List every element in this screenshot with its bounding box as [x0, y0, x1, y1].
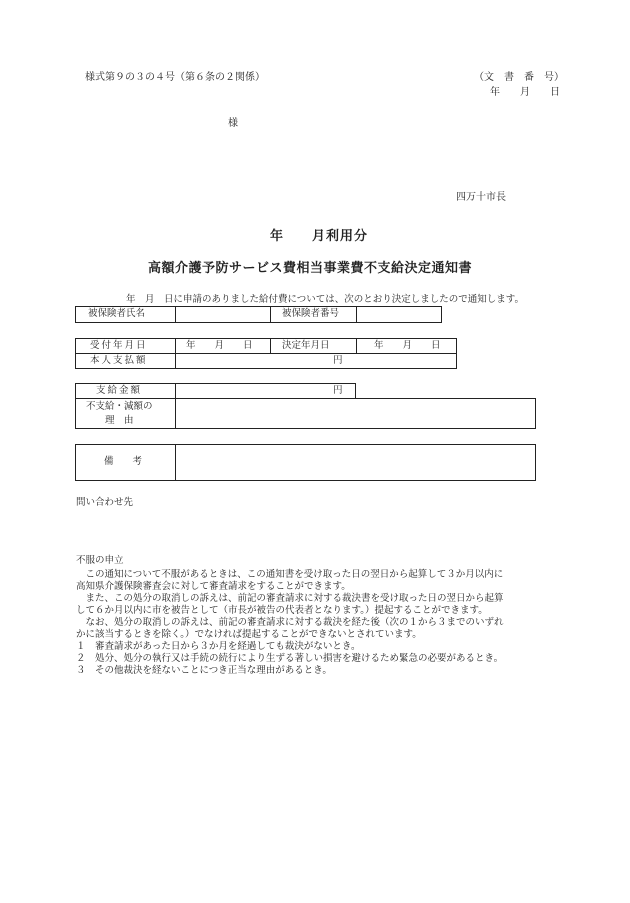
remarks-label: 備 考 — [104, 456, 143, 467]
insured-number-label: 被保険者番号 — [282, 308, 340, 319]
objection-line: して６か月以内に市を被告として（市長が被告の代表者となります。）提起することができます。 — [76, 605, 488, 616]
document-title: 高額介護予防サービス費相当事業費不支給決定通知書 — [148, 261, 473, 276]
objection-heading: 不服の申立 — [76, 555, 124, 566]
intro-text: 年 月 日に申請のありました給付費については、次のとおり決定しましたので通知します。 — [126, 294, 525, 305]
form-number: 様式第９の３の４号（第６条の２関係） — [85, 72, 265, 83]
self-pay-label: 本人支払額 — [90, 355, 148, 366]
decision-date-label: 決定年月日 — [282, 340, 330, 351]
contact-label: 問い合わせ先 — [76, 497, 134, 508]
usage-period-title: 年 月利用分 — [270, 229, 369, 244]
addressee-suffix: 様 — [228, 118, 238, 129]
received-date-label: 受付年月日 — [90, 340, 148, 351]
issuer-name: 四万十市長 — [456, 192, 506, 203]
objection-line: この通知について不服があるときは、この通知書を受け取った日の翌日から起算して３か月以内に — [76, 569, 504, 580]
decision-date-value: 年 月 日 — [374, 340, 441, 351]
received-date-value: 年 月 日 — [186, 340, 253, 351]
objection-line: 高知県介護保険審査会に対して審査請求をすることができます。 — [76, 581, 351, 592]
objection-line: また、この処分の取消しの訴えは、前記の審査請求に対する裁決書を受け取った日の翌日から起算 — [76, 593, 504, 604]
insured-name-label: 被保険者氏名 — [88, 308, 146, 319]
payment-amount-label: 支給金額 — [96, 385, 143, 396]
objection-item: １ 審査請求があった日から３か月を経過しても裁決がないとき。 — [76, 641, 361, 652]
objection-item: ２ 処分、処分の執行又は手続の続行により生ずる著しい損害を避けるため緊急の必要があるとき。 — [76, 653, 504, 664]
remarks-table — [75, 444, 536, 481]
objection-item: ３ その他裁決を経ないことにつき正当な理由があるとき。 — [76, 665, 332, 676]
self-pay-unit: 円 — [333, 355, 343, 366]
reason-label-line2: 理 由 — [105, 415, 134, 426]
issue-date: 年 月 日 — [490, 87, 560, 98]
payment-amount-unit: 円 — [333, 385, 343, 396]
objection-line: かに該当するときを除く。）でなければ提起することができないとされています。 — [76, 629, 422, 640]
objection-line: なお、処分の取消しの訴えは、前記の審査請求に対する裁決を経た後（次の１から３までのいずれ — [76, 617, 504, 628]
reason-label-line1: 不支給・減額の — [86, 401, 153, 412]
document-number: （文 書 番 号） — [474, 72, 564, 83]
